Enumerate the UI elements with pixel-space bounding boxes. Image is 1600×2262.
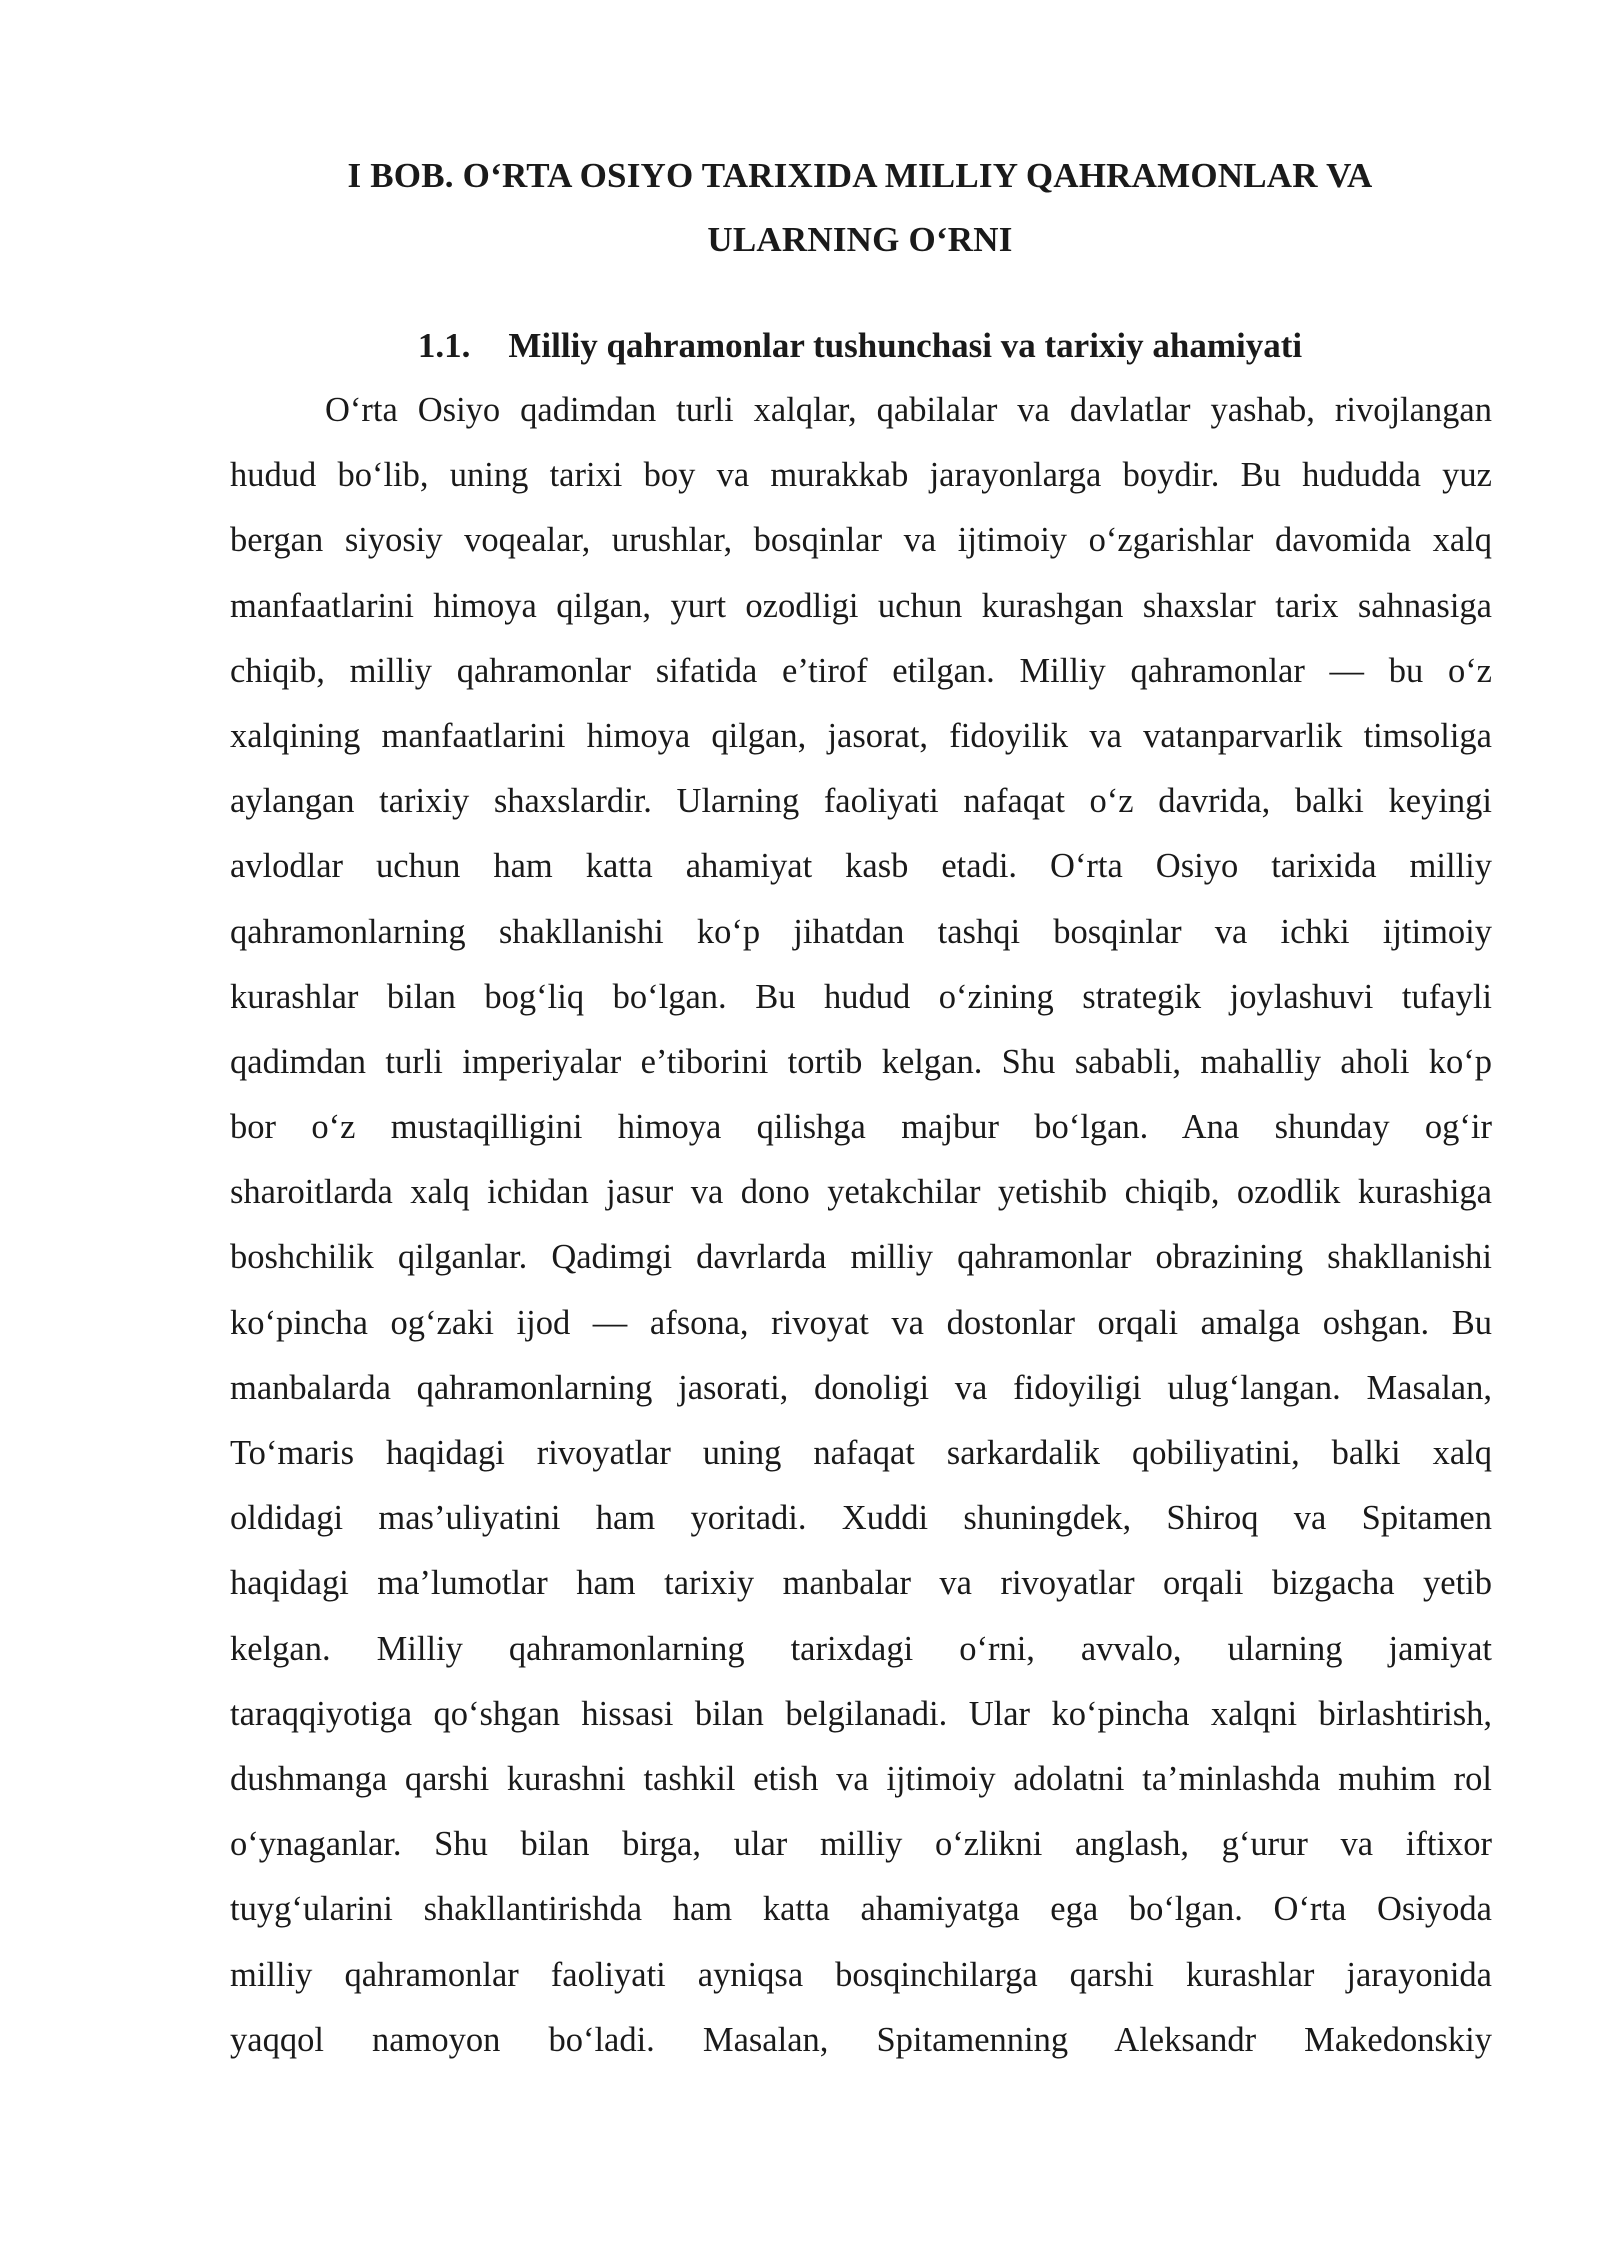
paragraph-line: bor o‘z mustaqilligini himoya qilishga majbur bo‘lgan. Ana shunday og‘ir (230, 1108, 1492, 1147)
paragraph-line: qadimdan turli imperiyalar e’tiborini tortib kelgan. Shu sababli, mahalliy aholi ko‘p (230, 1042, 1492, 1081)
paragraph-line: kelgan. Milliy qahramonlarning tarixdagi o‘rni, avvalo, ularning jamiyat (230, 1629, 1492, 1668)
paragraph-line: qahramonlarning shakllanishi ko‘p jihatdan tashqi bosqinlar va ichki ijtimoiy (230, 912, 1492, 951)
paragraph-line: haqidagi ma’lumotlar ham tarixiy manbalar va rivoyatlar orqali bizgacha yetib (230, 1564, 1492, 1603)
paragraph-line: taraqqiyotiga qo‘shgan hissasi bilan belgilanadi. Ular ko‘pincha xalqni birlashtirish, (230, 1694, 1492, 1733)
paragraph-line: xalqining manfaatlarini himoya qilgan, jasorat, fidoyilik va vatanparvarlik timsoliga (230, 716, 1492, 755)
section-number: 1.1. (417, 326, 471, 365)
paragraph-line: yaqqol namoyon bo‘ladi. Masalan, Spitamenning Aleksandr Makedonskiy (230, 2020, 1492, 2059)
paragraph-line: To‘maris haqidagi rivoyatlar uning nafaqat sarkardalik qobiliyatini, balki xalq (230, 1434, 1492, 1472)
paragraph-line: oldidagi mas’uliyatini ham yoritadi. Xuddi shuningdek, Shiroq va Spitamen (230, 1499, 1492, 1538)
section-title: Milliy qahramonlar tushunchasi va tarixiy ahamiyati (508, 326, 1303, 365)
paragraph-line: kurashlar bilan bog‘liq bo‘lgan. Bu hudud o‘zining strategik joylashuvi tufayli (230, 977, 1492, 1016)
paragraph-line: manbalarda qahramonlarning jasorati, donoligi va fidoyiligi ulug‘langan. Masalan, (230, 1368, 1492, 1407)
paragraph-line: tuyg‘ularini shakllantirishda ham katta ahamiyatga ega bo‘lgan. O‘rta Osiyoda (230, 1890, 1492, 1929)
paragraph-line: milliy qahramonlar faoliyati ayniqsa bosqinchilarga qarshi kurashlar jarayonida (230, 1955, 1492, 1994)
paragraph-line: o‘ynaganlar. Shu bilan birga, ular milliy o‘zlikni anglash, g‘urur va iftixor (230, 1825, 1492, 1864)
paragraph-line: O‘rta Osiyo qadimdan turli xalqlar, qabilalar va davlatlar yashab, rivojlangan (325, 391, 1492, 429)
paragraph-line: bergan siyosiy voqealar, urushlar, bosqinlar va ijtimoiy o‘zgarishlar davomida xalq (230, 521, 1492, 560)
paragraph-line: hudud bo‘lib, uning tarixi boy va murakkab jarayonlarga boydir. Bu hududda yuz (230, 456, 1492, 495)
body-paragraph (230, 378, 1492, 2073)
paragraph-line: ko‘pincha og‘zaki ijod — afsona, rivoyat va dostonlar orqali amalga oshgan. Bu (230, 1303, 1492, 1342)
paragraph-line: boshchilik qilganlar. Qadimgi davrlarda milliy qahramonlar obrazining shakllanishi (230, 1238, 1492, 1277)
paragraph-line: avlodlar uchun ham katta ahamiyat kasb etadi. O‘rta Osiyo tarixida milliy (230, 847, 1492, 886)
chapter-title-line-1: I BOB. O‘RTA OSIYO TARIXIDA MILLIY QAHRAMONLAR VA (347, 156, 1373, 195)
paragraph-line: chiqib, milliy qahramonlar sifatida e’tirof etilgan. Milliy qahramonlar — bu o‘z (230, 651, 1492, 690)
paragraph-line: aylangan tarixiy shaxslardir. Ularning faoliyati nafaqat o‘z davrida, balki keyingi (230, 782, 1492, 821)
paragraph-line: manfaatlarini himoya qilgan, yurt ozodligi uchun kurashgan shaxslar tarix sahnasiga (230, 586, 1492, 625)
section-heading (230, 314, 1490, 378)
chapter-title-line-2: ULARNING O‘RNI (707, 220, 1013, 259)
paragraph-line: dushmanga qarshi kurashni tashkil etish va ijtimoiy adolatni ta’minlashda muhim rol (230, 1759, 1492, 1798)
paragraph-line: sharoitlarda xalq ichidan jasur va dono yetakchilar yetishib chiqib, ozodlik kurashiga (230, 1173, 1492, 1212)
